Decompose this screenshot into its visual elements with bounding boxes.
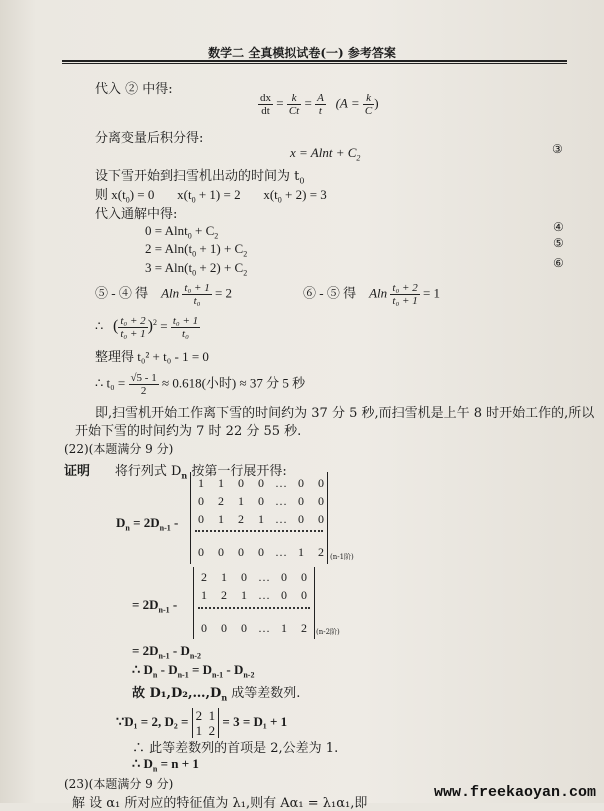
- site-watermark: www.freekaoyan.com: [433, 784, 596, 801]
- diff-result: = 2: [214, 285, 233, 301]
- recurrence-line: = $2D_{n-1} - D_{n-2}$: [132, 643, 202, 661]
- init-text: ∵D₁ = 2, D₂ =: [116, 713, 189, 729]
- cond-text: + 1) = 2: [195, 187, 241, 202]
- final-text: ∴ D: [132, 756, 153, 771]
- eq-text: 0 = Alnt: [145, 223, 188, 238]
- therefore-ratio: ∴ ( $\frac{\text{t₀ + 2}}{\text{t₀ + 1}}$ )$^2$ = $\frac{\text{t₀ + 1}}{\text{t₀}}$: [95, 315, 199, 340]
- initial-values-line: [116, 708, 287, 738]
- matrix-cell: …: [258, 570, 270, 584]
- init-text: = 3 = D₁ + 1: [222, 713, 288, 729]
- conditions-line: 则 $x(t_0) = 0$ $x(t_0 + 1) = 2$ $x(t_0 + 2) = 3$: [95, 187, 327, 205]
- equation-dxdt: $\frac{dx}{dt}$ = $\frac{k}{Ct}$ = $\frac{A}{t}$ (A = $\frac{k}{C}$ ): [260, 92, 379, 117]
- matrix-cell: 1: [198, 476, 204, 490]
- matrix-cell: 1: [218, 512, 224, 526]
- text-separate: 分离变量后积分得:: [95, 131, 204, 146]
- eq-text: + 2) + C: [196, 260, 244, 275]
- proof-label: 证明: [64, 464, 91, 479]
- proof-text: 将行列式 D: [114, 464, 182, 479]
- matrix-cell: 0: [198, 545, 204, 559]
- frac-diff2: [390, 282, 419, 307]
- matrix-cell: 2: [318, 545, 324, 559]
- difference-relation: ∴ $D_n - D_{n-1} = D_{n-1} - D_{n-2}$: [132, 662, 255, 680]
- matrix-cell: 1: [208, 708, 216, 723]
- frac-dxdt: [258, 92, 273, 117]
- diff-label: ⑤ - ④ 得: [95, 285, 149, 301]
- matrix-cell: 1: [238, 494, 244, 508]
- frac-num: k: [363, 92, 374, 105]
- frac-den: t: [318, 105, 322, 117]
- matrix-cell: …: [275, 476, 287, 490]
- matrix-row: [191, 545, 331, 560]
- dn-text: = 2D: [129, 515, 160, 530]
- matrix-cell: 1: [281, 621, 287, 635]
- matrix-cell: 1: [218, 476, 224, 490]
- matrix-cell: 0: [238, 476, 244, 490]
- eq-text: 3 = Aln(t: [145, 260, 193, 275]
- rel-text: - D: [157, 662, 178, 677]
- frac-den: dt: [261, 105, 270, 117]
- text-substitute: 代入 ② 中得:: [95, 82, 173, 97]
- matrix-cell: 0: [298, 494, 304, 508]
- setup-text: 设下雪开始到扫雪机出动的时间为 t: [95, 169, 300, 184]
- tag-5: ⑤: [553, 236, 564, 250]
- solution-line: [95, 372, 305, 397]
- frac-diff1: [182, 282, 211, 307]
- diff-label: ⑥ - ⑤ 得: [303, 285, 357, 301]
- matrix-cell: 0: [281, 588, 287, 602]
- matrix-row: [191, 512, 331, 527]
- rec-text: - D: [169, 643, 190, 658]
- matrix-row: [191, 494, 331, 509]
- dn-expansion-2: = $2D_{n-1}$ -: [132, 597, 178, 615]
- page-header: 数学二 全真模拟试卷(一) 参考答案: [208, 46, 396, 60]
- cond-text: + 2) = 3: [281, 187, 327, 202]
- proof-line: 证明 将行列式 $D_n$ 按第一行展开得:: [64, 464, 287, 481]
- matrix-cell: …: [258, 588, 270, 602]
- determinant-n-minus-1: [190, 472, 328, 564]
- quadratic-line: 整理得 t₀² + t₀ - 1 = 0: [95, 349, 209, 364]
- header-rule: [62, 60, 567, 62]
- matrix-cell: 1: [298, 545, 304, 559]
- frac-num: dx: [260, 92, 271, 104]
- cond-text: 则 x(t: [95, 187, 126, 202]
- matrix-row: [194, 588, 314, 603]
- matrix-cell: 0: [238, 545, 244, 559]
- matrix-cell: 2: [218, 494, 224, 508]
- matrix-cell: …: [258, 621, 270, 635]
- therefore-symbol: ∴: [95, 318, 104, 334]
- diff-text: Aln: [161, 285, 180, 301]
- frac-den: C: [364, 105, 373, 117]
- matrix-cell: 1: [221, 570, 227, 584]
- frac-num: t₀ + 1: [184, 282, 210, 294]
- cond-text: x(t: [263, 187, 278, 202]
- matrix-cell: 1: [258, 512, 264, 526]
- equation-6: $3 = Aln(t_0 + 2) + C_2$: [145, 260, 248, 278]
- conclusion-line: ∴ 此等差数列的首项是 2,公差为 1.: [132, 741, 339, 756]
- eq-text: 2 = Aln(t: [145, 241, 193, 256]
- dn-text: -: [170, 515, 179, 530]
- diff-text: Aln: [369, 285, 388, 301]
- matrix-cell: 0: [258, 545, 264, 559]
- determinant-d2: [192, 708, 220, 738]
- final-text: = n + 1: [157, 756, 199, 771]
- matrix-cell: 0: [318, 494, 324, 508]
- matrix-cell: 0: [301, 570, 307, 584]
- matrix-cell: 0: [221, 621, 227, 635]
- rel-text: - D: [223, 662, 244, 677]
- matrix-cell: 0: [318, 512, 324, 526]
- matrix-cell: 2: [195, 708, 203, 723]
- matrix-cell: 0: [258, 494, 264, 508]
- determinant-n-minus-2: [193, 567, 315, 639]
- diff-result: = 1: [422, 285, 441, 301]
- matrix-cell: 2: [201, 570, 207, 584]
- paragraph-line-2: 开始下雪的时间约为 7 时 22 分 55 秒.: [75, 424, 302, 439]
- text-plug-in: 代入通解中得:: [95, 207, 178, 222]
- frac-den: Ct: [288, 105, 300, 117]
- proof-text: 按第一行展开得:: [187, 464, 287, 479]
- matrix-cell: 1: [241, 588, 247, 602]
- equation-5: $2 = Aln(t_0 + 1) + C_2$: [145, 241, 248, 259]
- tag-6: ⑥: [553, 256, 564, 270]
- matrix-cell: 2: [208, 723, 216, 738]
- final-result-line: ∴ $D_n = n + 1$: [132, 756, 199, 774]
- matrix-order-label-1: (n-1阶): [330, 553, 354, 561]
- rel-text: ∴ D: [132, 662, 153, 677]
- matrix-cell: 0: [198, 512, 204, 526]
- paragraph-line-1: 即,扫雪机开始工作离下雪的时间约为 37 分 5 秒,而扫雪机是上午 8 时开始工作的,所以: [95, 406, 595, 421]
- solution-rhs: ≈ 0.618(小时) ≈ 37 分 5 秒: [161, 375, 306, 391]
- tag-4: ④: [553, 220, 564, 234]
- frac-k-ct: [287, 92, 301, 117]
- matrix-row: [194, 570, 314, 585]
- eq-text: + C: [191, 223, 215, 238]
- equation-4: $0 = Alnt_0 + C_2$: [145, 223, 219, 241]
- matrix-cell: 0: [241, 621, 247, 635]
- matrix-cell: 0: [241, 570, 247, 584]
- frac-ratio-right: [171, 315, 200, 340]
- equation-text: x = Alnt + C: [290, 145, 357, 160]
- frac-num: √5 - 1: [130, 372, 157, 384]
- frac-den: t₀ + 1: [120, 328, 146, 340]
- matrix-cell: …: [275, 545, 287, 559]
- cond-text: ) = 0: [129, 187, 155, 202]
- frac-den: t₀: [182, 328, 189, 340]
- frac-den: t₀ + 1: [392, 295, 418, 307]
- frac-den: t₀: [193, 295, 201, 307]
- dn-text: = 2D: [132, 597, 159, 612]
- matrix-dots: [198, 607, 310, 609]
- dn-expansion: $D_n = 2D_{n-1}$ -: [116, 515, 179, 533]
- eq-text: + 1) + C: [196, 241, 244, 256]
- rel-text: = D: [188, 662, 213, 677]
- frac-ratio-left: [118, 315, 147, 340]
- matrix-cell: 0: [201, 621, 207, 635]
- matrix-cell: …: [275, 512, 287, 526]
- matrix-cell: 2: [238, 512, 244, 526]
- question-23-heading: (23)(本题满分 9 分): [64, 777, 174, 791]
- matrix-cell: 0: [281, 570, 287, 584]
- rec-text: = 2D: [132, 643, 159, 658]
- matrix-cell: 1: [195, 723, 203, 738]
- dn-text: D: [116, 515, 126, 530]
- matrix-cell: 0: [298, 476, 304, 490]
- seq-text: 故 D₁,D₂,…,D: [132, 686, 222, 701]
- difference-2: [303, 282, 440, 307]
- frac-solution: [129, 372, 159, 397]
- frac-den: 2: [140, 385, 147, 397]
- matrix-cell: 0: [318, 476, 324, 490]
- matrix-cell: 0: [198, 494, 204, 508]
- equals: =: [160, 318, 168, 334]
- frac-num: t₀ + 1: [172, 315, 199, 327]
- difference-1: [95, 282, 232, 307]
- solution-lhs: ∴ t₀ =: [95, 375, 126, 391]
- question-22-heading: (22)(本题满分 9 分): [64, 442, 174, 456]
- matrix-row: [191, 476, 331, 491]
- matrix-dots: [195, 530, 323, 532]
- equation-note: (A =: [335, 95, 360, 111]
- text-setup: 设下雪开始到扫雪机出动的时间为 $t_0$: [95, 169, 305, 186]
- frac-k-c: [363, 92, 374, 117]
- tag-3: ③: [552, 142, 563, 156]
- frac-num: t₀ + 2: [392, 282, 418, 294]
- cond-text: x(t: [177, 187, 192, 202]
- matrix-cell: 2: [301, 621, 307, 635]
- matrix-cell: …: [275, 494, 287, 508]
- matrix-cell: 0: [301, 588, 307, 602]
- frac-num: t₀ + 2: [120, 315, 146, 327]
- matrix-order-label-2: (n-2阶): [316, 628, 340, 636]
- equation-general: $x = Alnt + C_2$: [290, 145, 361, 163]
- seq-text: 成等差数列.: [227, 686, 301, 701]
- matrix-row: [194, 621, 314, 636]
- matrix-cell: 2: [221, 588, 227, 602]
- frac-num: k: [287, 92, 301, 105]
- matrix-cell: 0: [258, 476, 264, 490]
- frac-a-t: [315, 92, 326, 117]
- arithmetic-sequence-line: 故 $D_1,D_2,\dots,D_n$ 成等差数列.: [132, 686, 301, 703]
- matrix-cell: 0: [298, 512, 304, 526]
- matrix-cell: 0: [218, 545, 224, 559]
- header-rule-thin: [62, 63, 567, 64]
- solution-start-line: 解 设 α₁ 所对应的特征值为 λ₁,则有 Aα₁ = λ₁α₁,即: [72, 796, 368, 811]
- matrix-cell: 1: [201, 588, 207, 602]
- frac-num: A: [317, 92, 324, 104]
